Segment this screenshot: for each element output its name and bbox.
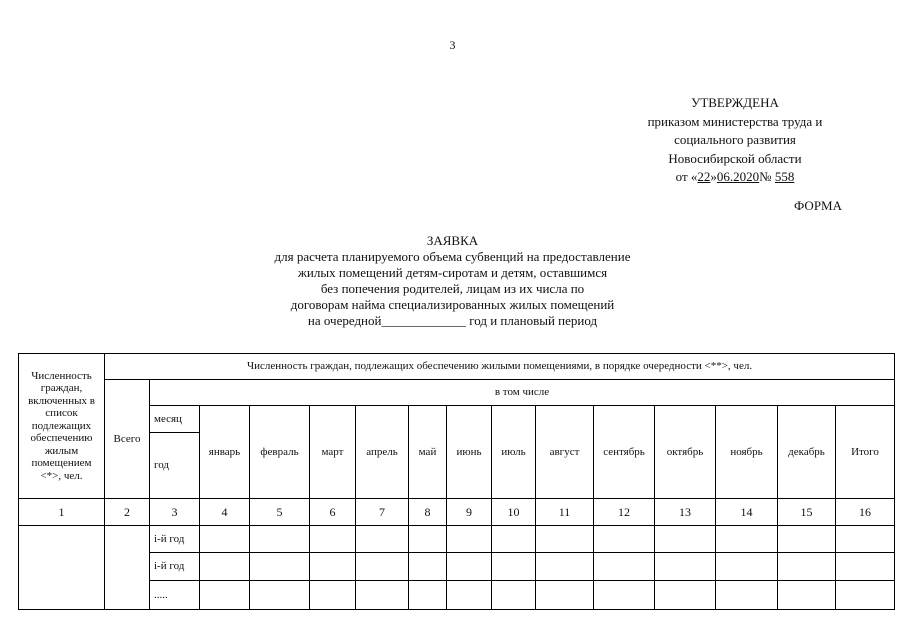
month-header: февраль — [250, 406, 310, 499]
title-line-1: для расчета планируемого объема субвенций на предоставление — [274, 249, 631, 264]
data-cell — [594, 553, 655, 581]
data-cell — [19, 526, 105, 610]
title-line-2: жилых помещений детям-сиротам и детям, оставшимся — [297, 265, 608, 280]
number-prefix: № — [759, 169, 775, 184]
data-cell — [716, 526, 778, 553]
title-heading: ЗАЯВКА — [426, 233, 479, 248]
month-header: сентябрь — [594, 406, 655, 499]
table-row — [19, 526, 895, 553]
col-number: 4 — [200, 499, 250, 526]
data-cell — [200, 581, 250, 610]
approval-title: УТВЕРЖДЕНА — [691, 95, 779, 110]
data-cell — [836, 581, 895, 610]
data-cell — [356, 581, 409, 610]
year-row-label: ..... — [150, 581, 200, 610]
data-cell — [200, 553, 250, 581]
date-mid: » — [710, 169, 717, 184]
month-header: июнь — [447, 406, 492, 499]
col-number: 16 — [836, 499, 895, 526]
data-cell — [447, 553, 492, 581]
data-cell — [594, 526, 655, 553]
month-header: март — [310, 406, 356, 499]
approval-line-region: Новосибирской области — [668, 150, 802, 166]
data-cell — [200, 526, 250, 553]
data-cell — [778, 581, 836, 610]
month-header: июль — [492, 406, 536, 499]
header-year: год — [150, 433, 200, 499]
title-line-3: без попечения родителей, лицам из их числа по — [320, 281, 585, 296]
month-header: апрель — [356, 406, 409, 499]
data-cell — [409, 526, 447, 553]
data-cell — [492, 553, 536, 581]
header-including: в том числе — [150, 380, 895, 406]
data-cell — [655, 526, 716, 553]
date-day: 22 — [697, 169, 711, 184]
col-number: 9 — [447, 499, 492, 526]
data-cell — [836, 526, 895, 553]
data-cell — [655, 581, 716, 610]
col-number: 13 — [655, 499, 716, 526]
table-row — [19, 581, 895, 610]
data-cell — [536, 553, 594, 581]
data-cell — [250, 581, 310, 610]
data-cell — [716, 553, 778, 581]
year-row-label: i-й год — [150, 553, 200, 581]
approval-line-order: приказом министерства труда и — [647, 113, 823, 129]
form-label: ФОРМА — [794, 198, 842, 213]
col-number: 10 — [492, 499, 536, 526]
col-number: 5 — [250, 499, 310, 526]
application-table — [18, 353, 895, 610]
header-itogo: Итого — [836, 406, 895, 499]
col-number: 2 — [105, 499, 150, 526]
title-line-4: договорам найма специализированных жилых помещений — [290, 297, 615, 312]
data-cell — [356, 526, 409, 553]
approval-line-ministry: социального развития — [674, 132, 796, 147]
data-cell — [447, 526, 492, 553]
month-header: январь — [200, 406, 250, 499]
data-cell — [778, 553, 836, 581]
data-cell — [250, 526, 310, 553]
page-number: 3 — [449, 38, 456, 52]
header-total: Всего — [105, 380, 150, 499]
header-main: Численность граждан, подлежащих обеспечению жилыми помещениями, в порядке очередности <**>, чел. — [105, 354, 895, 380]
col-number: 12 — [594, 499, 655, 526]
col-number: 6 — [310, 499, 356, 526]
date-prefix: от « — [675, 169, 698, 184]
data-cell — [655, 553, 716, 581]
date-rest: 06.2020 — [716, 169, 760, 184]
col-number: 15 — [778, 499, 836, 526]
col-number: 8 — [409, 499, 447, 526]
data-cell — [536, 581, 594, 610]
data-cell — [536, 526, 594, 553]
col-number: 7 — [356, 499, 409, 526]
data-cell — [250, 553, 310, 581]
month-header: май — [409, 406, 447, 499]
data-cell — [492, 526, 536, 553]
data-cell — [310, 581, 356, 610]
header-registered-count: Численность граждан, включенных в список подлежащих обеспечению жилым помещением <*>, чел. — [19, 354, 105, 499]
data-cell — [409, 581, 447, 610]
data-cell — [716, 581, 778, 610]
data-cell — [492, 581, 536, 610]
data-cell — [409, 553, 447, 581]
approval-stamp — [610, 94, 860, 187]
month-header: август — [536, 406, 594, 499]
col-number: 14 — [716, 499, 778, 526]
data-cell — [778, 526, 836, 553]
header-month: месяц — [150, 406, 200, 433]
data-cell — [594, 581, 655, 610]
order-number: 558 — [774, 169, 795, 184]
month-header: октябрь — [655, 406, 716, 499]
title-line-5: на очередной_____________ год и плановый период — [307, 313, 598, 328]
table-row — [19, 553, 895, 581]
approval-date-line — [610, 168, 860, 187]
data-cell — [105, 526, 150, 610]
data-cell — [310, 553, 356, 581]
month-header: ноябрь — [716, 406, 778, 499]
document-title — [0, 233, 905, 329]
col-number: 11 — [536, 499, 594, 526]
year-row-label: i-й год — [150, 526, 200, 553]
data-cell — [356, 553, 409, 581]
data-cell — [310, 526, 356, 553]
col-number: 1 — [19, 499, 105, 526]
data-cell — [836, 553, 895, 581]
data-cell — [447, 581, 492, 610]
month-header: декабрь — [778, 406, 836, 499]
col-number: 3 — [150, 499, 200, 526]
